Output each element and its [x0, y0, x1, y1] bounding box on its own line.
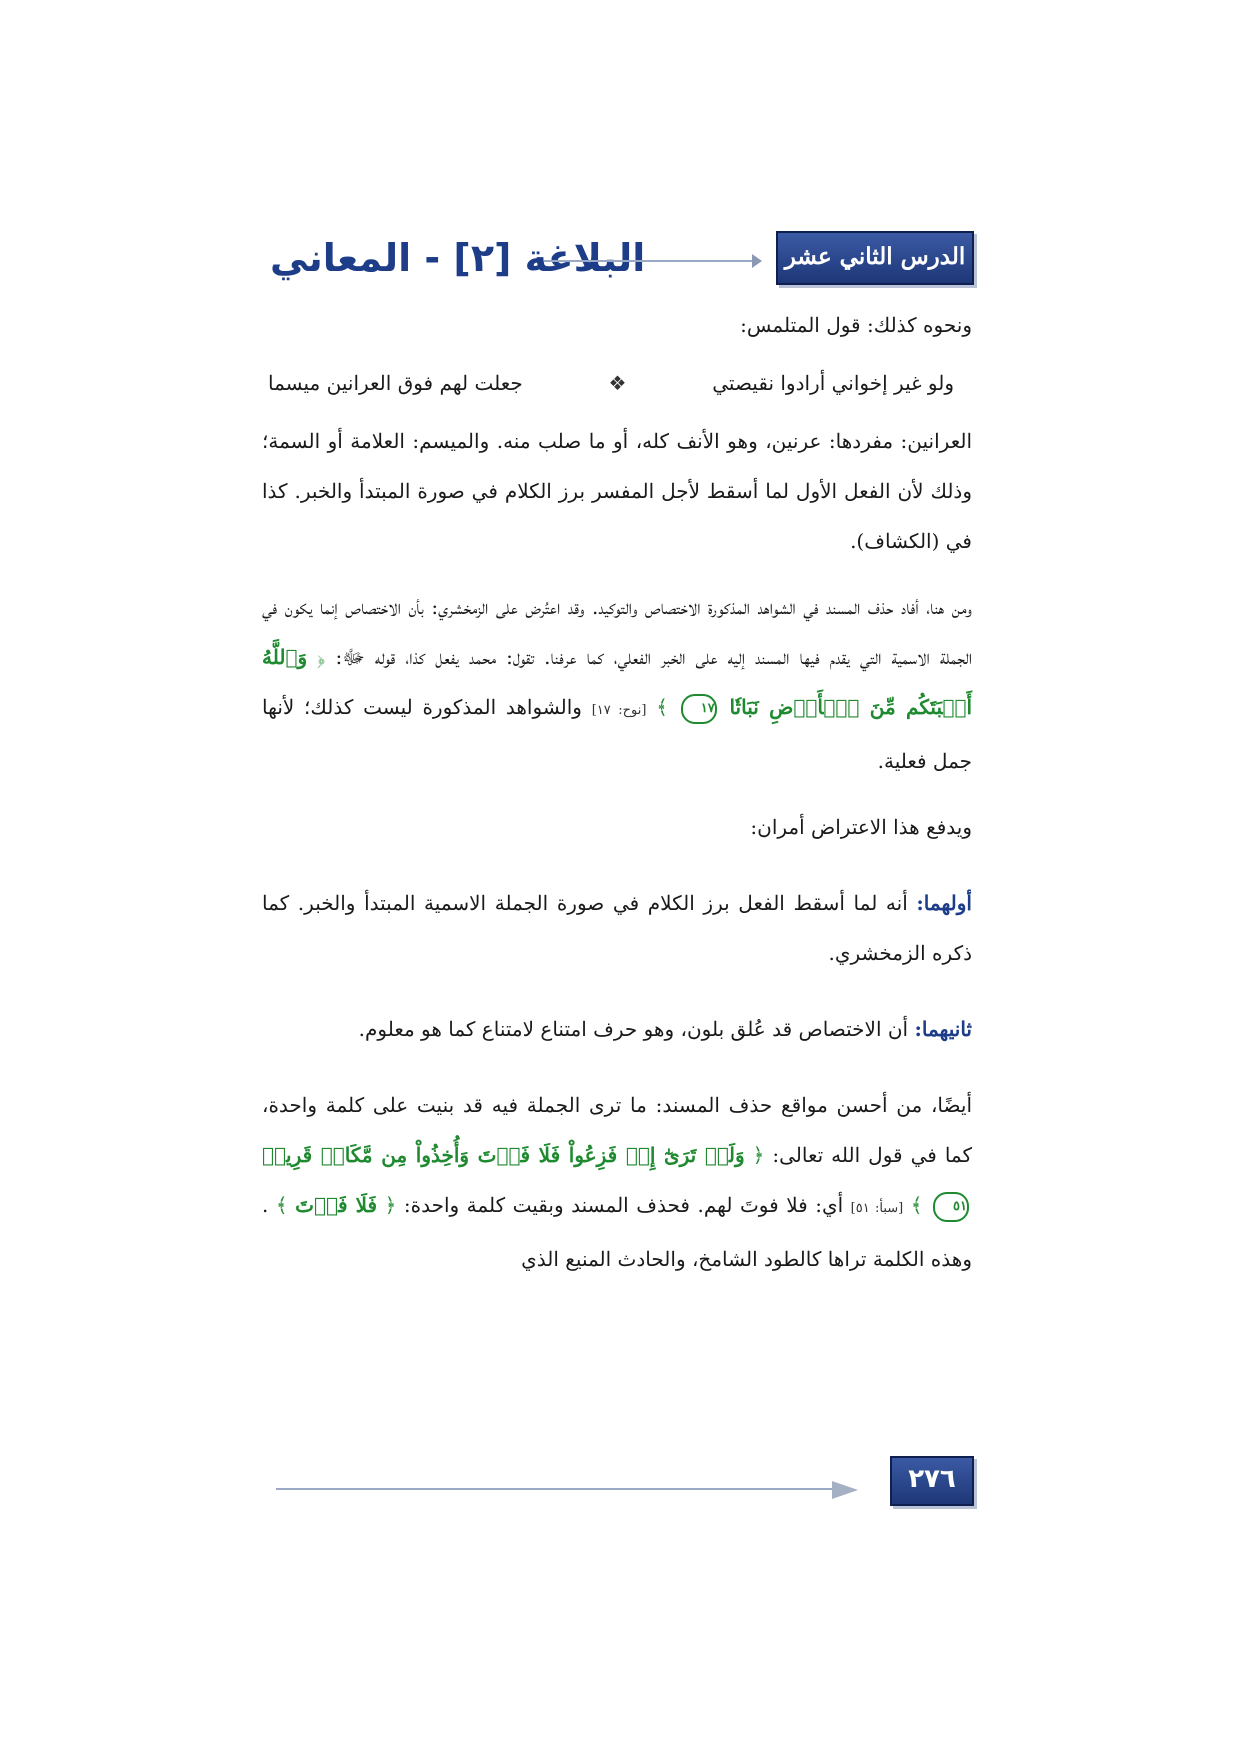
quran-phrase: فَلَا فَوۡتَ — [295, 1193, 378, 1217]
page-footer — [262, 1456, 974, 1510]
paragraph-definition: العرانين: مفردها: عرنين، وهو الأنف كله، أو ما صلب منه. والميسم: العلامة أو السمة؛ وذلك لأن الفعل الأول لما أسقط لأجل المفسر برز الكلام في صورة المبتدأ والخبر. كذا في (الكشاف). — [262, 429, 972, 553]
paragraph-objection — [262, 582, 972, 786]
paragraph-first-matter — [262, 878, 972, 978]
paragraph-two-matters: ويدفع هذا الاعتراض أمران: — [750, 815, 972, 839]
first-matter-lead: أولهما: — [916, 891, 972, 915]
page-body — [262, 300, 972, 1284]
header-divider — [544, 260, 754, 262]
single-word-text-c: . وهذه الكلمة تراها كالطود الشامخ، والحادث المنيع الذي — [262, 1193, 972, 1271]
page-header — [262, 228, 974, 286]
quran-verse: وَلَوۡ تَرَىٰٓ إِذۡ فَزِعُواْ فَلَا فَوۡتَ وَأُخِذُواْ مِن مَّكَانٖ قَرِيبٖ — [262, 1143, 745, 1167]
second-matter-lead: ثانيهما: — [914, 1017, 972, 1041]
surah-reference: [نوح: ١٧] — [591, 703, 647, 718]
first-matter-text: أنه لما أسقط الفعل برز الكلام في صورة الجملة الاسمية المبتدأ والخبر. كما ذكره الزمخشري. — [262, 891, 972, 965]
quran-bracket-open: ﴿ — [752, 1143, 765, 1167]
book-title: البلاغة [٢] - المعاني — [270, 236, 646, 280]
paragraph-single-word — [262, 1080, 972, 1284]
paragraph-second-matter — [262, 1004, 972, 1054]
ayah-number-marker: ٥١ — [933, 1192, 969, 1222]
poetry-verse — [262, 358, 972, 408]
quran-verse: وَٱللَّهُ أَنۢبَتَكُم مِّنَ ٱلۡأَرۡضِ نَبَاتٗا — [262, 645, 973, 719]
single-word-text-b: أي: فلا فوتَ لهم. فحذف المسند وبقيت كلمة واحدة: — [403, 1193, 844, 1217]
verse-hemistich-left: جعلت لهم فوق العرانين ميسما — [268, 371, 523, 395]
footer-divider — [276, 1488, 836, 1490]
quran-bracket-close: ﴾ — [910, 1193, 923, 1217]
page-number-box — [890, 1456, 974, 1506]
lesson-label: الدرس الثاني عشر — [784, 243, 966, 270]
verse-hemistich-right: ولو غير إخواني أرادوا نقيصتي — [712, 371, 954, 395]
objection-text-b: والشواهد المذكورة ليست كذلك؛ لأنها جمل فعلية. — [262, 695, 972, 773]
quran-bracket-open: ﴿ — [384, 1193, 397, 1217]
page-number: ٢٧٦ — [908, 1464, 956, 1494]
quran-bracket-close: ﴾ — [275, 1193, 288, 1217]
quran-bracket-close: ﴾ — [656, 695, 668, 719]
paragraph-intro: ونحوه كذلك: قول المتلمس: — [740, 313, 972, 337]
second-matter-text: أن الاختصاص قد عُلق بلون، وهو حرف امتناع لامتناع كما هو معلوم. — [358, 1017, 909, 1041]
quran-bracket-open: ﴿ — [317, 645, 326, 669]
verse-separator: ❖ — [608, 371, 627, 395]
ayah-number-marker: ١٧ — [681, 694, 717, 724]
surah-reference: [سبأ: ٥١] — [850, 1201, 904, 1216]
lesson-label-box — [776, 231, 974, 285]
single-word-text-a: أيضًا، من أحسن مواقع حذف المسند: ما ترى الجملة فيه قد بنيت على كلمة واحدة، كما في قول الله تعالى: — [262, 1093, 973, 1167]
objection-text-a: ومن هنا، أفاد حذف المسند في الشواهد المذكورة الاختصاص والتوكيد. وقد اعتُرض على الزمخشري: بأن الاختصاص إنما يكون في الجملة الاسمية التي يقدم فيها المسند إليه على الخبر الفعلي، كما عرفنا. تقول: محمد يفعل كذا، قوله ﷻ: — [262, 595, 973, 669]
